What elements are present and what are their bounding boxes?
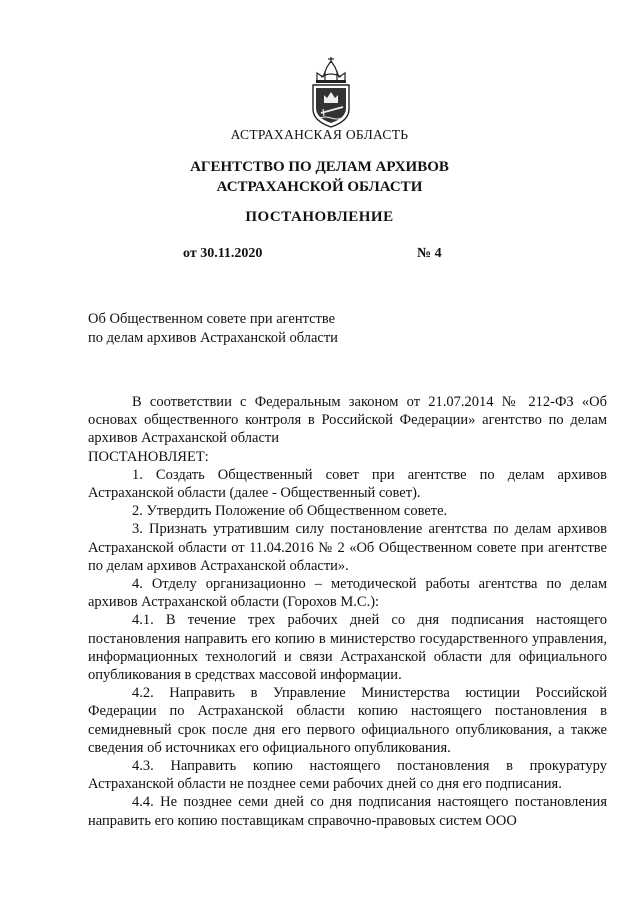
- agency-name-line1: АГЕНТСТВО ПО ДЕЛАМ АРХИВОВ: [190, 159, 449, 175]
- document-date: от 30.11.2020: [183, 246, 263, 261]
- document-subject: [88, 310, 388, 348]
- document-number: № 4: [417, 246, 442, 261]
- coat-of-arms-icon: [303, 55, 359, 129]
- clause-4-3: 4.3. Направить копию настоящего постановления в прокуратуру Астраханской области не позднее семи рабочих дней со дня его подписания.: [88, 758, 607, 793]
- clause-4-2: 4.2. Направить в Управление Министерства юстиции Российской Федерации по Астраханской области копию настоящего постановления в семидневный срок после дня его первого официального опубликования, а также сведения об источниках его официального опубликования.: [88, 685, 607, 756]
- agency-name-line2: АСТРАХАНСКОЙ ОБЛАСТИ: [216, 179, 423, 195]
- clause-1: 1. Создать Общественный совет при агентстве по делам архивов Астраханской области (далее - Общественный совет).: [88, 466, 607, 502]
- decree-word: ПОСТАНОВЛЯЕТ:: [88, 448, 209, 465]
- clause-4: 4. Отделу организационно – методической работы агентства по делам архивов Астраханской области (Горохов М.С.):: [88, 576, 607, 611]
- agency-name: [0, 157, 639, 197]
- subject-line1: Об Общественном совете при агентстве: [88, 311, 336, 327]
- document-type: ПОСТАНОВЛЕНИЕ: [245, 209, 394, 225]
- clause-4-1: 4.1. В течение трех рабочих дней со дня подписания настоящего постановления направить его копию в министерство государственного управления, информационных технологий и связи Астраханской области для официального опубликования в средствах массовой информации.: [88, 612, 607, 684]
- subject-line2: по делам архивов Астраханской области: [88, 330, 338, 346]
- intro-paragraph: В соответствии с Федеральным законом от 21.07.2014 № 212-ФЗ «Об основах общественного контроля в Российской Федерации» агентство по делам архивов Астраханской области: [88, 394, 607, 447]
- clause-2: 2. Утвердить Положение об Общественном совете.: [132, 503, 448, 520]
- region-name: АСТРАХАНСКАЯ ОБЛАСТЬ: [230, 127, 409, 142]
- document-body: [88, 393, 607, 830]
- clause-3: 3. Признать утратившим силу постановление агентства по делам архивов Астраханской области от 11.04.2016 № 2 «Об Общественном совете при агентстве по делам архивов Астраханской области».: [88, 521, 607, 574]
- clause-4-4: 4.4. Не позднее семи дней со дня подписания настоящего постановления направить его копию поставщикам справочно-правовых систем ООО: [88, 794, 607, 829]
